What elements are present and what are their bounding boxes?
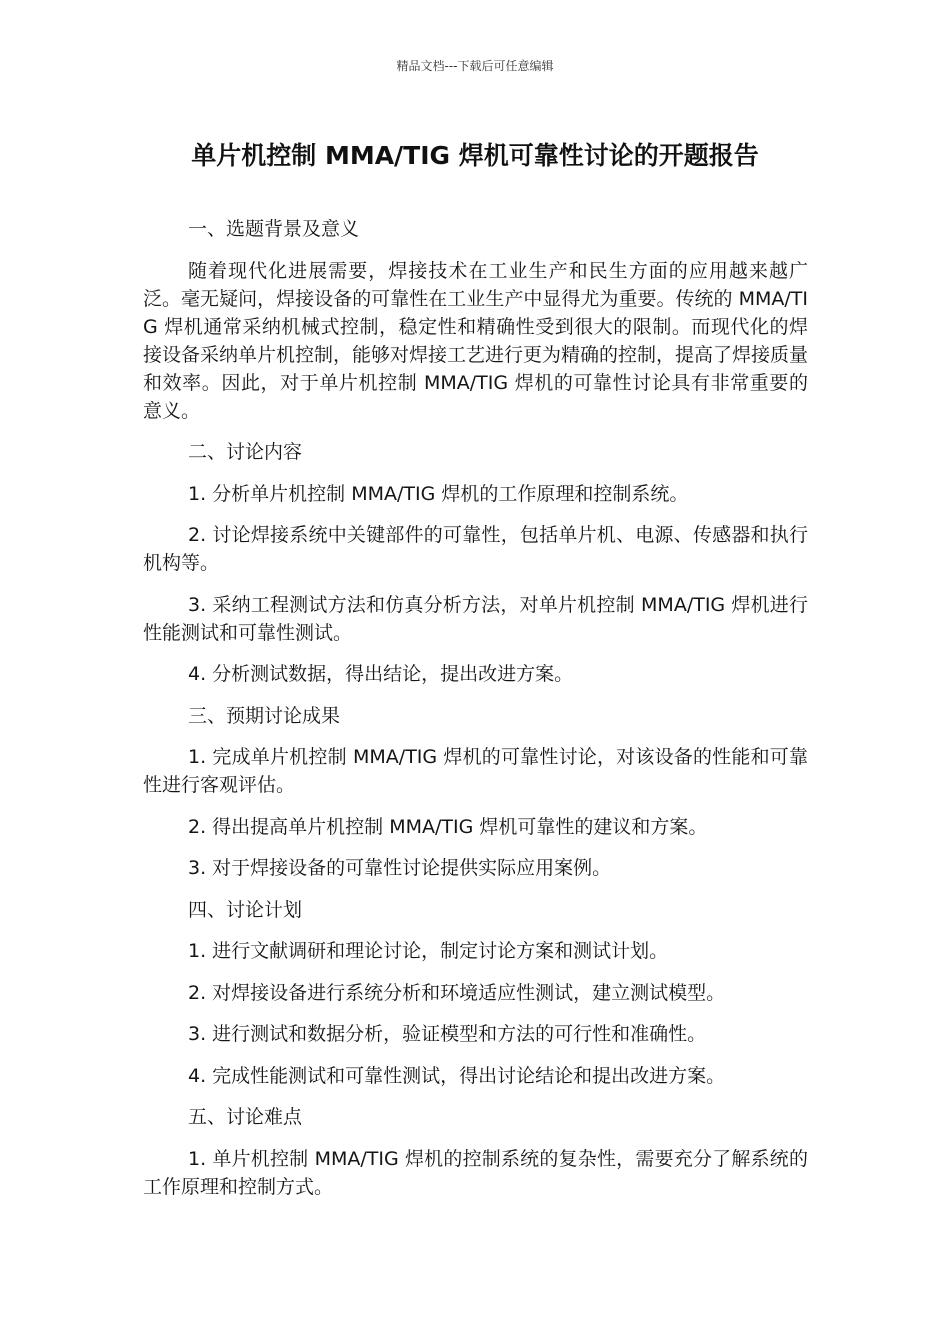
list-item: 4. 完成性能测试和可靠性测试，得出讨论结论和提出改进方案。 — [188, 1064, 726, 1087]
list-item: 3. 采纳工程测试方法和仿真分析方法，对单片机控制 MMA/TIG 焊机进行性能测试和可靠性测试。 — [143, 593, 808, 644]
section-heading-expected-results: 三、预期讨论成果 — [188, 704, 341, 727]
list-item: 2. 对焊接设备进行系统分析和环境适应性测试，建立测试模型。 — [188, 981, 726, 1004]
list-item: 1. 分析单片机控制 MMA/TIG 焊机的工作原理和控制系统。 — [188, 482, 689, 505]
section-heading-content: 二、讨论内容 — [188, 441, 303, 463]
page-header-note: 精品文档---下载后可任意编辑 — [396, 59, 554, 73]
list-item: 2. 讨论焊接系统中关键部件的可靠性，包括单片机、电源、传感器和执行机构等。 — [143, 524, 808, 574]
list-item: 1. 单片机控制 MMA/TIG 焊机的控制系统的复杂性，需要充分了解系统的工作原理和控制方式。 — [143, 1147, 808, 1198]
list-item: 3. 进行测试和数据分析，验证模型和方法的可行性和准确性。 — [188, 1023, 707, 1045]
list-item: 3. 对于焊接设备的可靠性讨论提供实际应用案例。 — [188, 857, 612, 879]
document-title: 单片机控制 MMA/TIG 焊机可靠性讨论的开题报告 — [191, 141, 759, 170]
paragraph-background: 随着现代化进展需要，焊接技术在工业生产和民生方面的应用越来越广泛。毫无疑问，焊接设备的可靠性在工业生产中显得尤为重要。传统的 MMA/TIG 焊机通常采纳机械式控制，稳定性和精确性受到很大的限制。而现代化的焊接设备采纳单片机控制，能够对焊接工艺进行更为精确的控制，提高了焊接质量和效率。因此，对于单片机控制 MMA/TIG 焊机的可靠性讨论具有非常重要的意义。 — [143, 259, 809, 422]
list-item: 1. 完成单片机控制 MMA/TIG 焊机的可靠性讨论，对该设备的性能和可靠性进行客观评估。 — [143, 746, 808, 796]
section-heading-difficulties: 五、讨论难点 — [188, 1106, 303, 1128]
document-body — [143, 215, 808, 1214]
list-item: 2. 得出提高单片机控制 MMA/TIG 焊机可靠性的建议和方案。 — [188, 815, 708, 838]
list-item: 1. 进行文献调研和理论讨论，制定讨论方案和测试计划。 — [188, 940, 669, 962]
list-item: 4. 分析测试数据，得出结论，提出改进方案。 — [188, 663, 574, 685]
section-heading-plan: 四、讨论计划 — [188, 898, 303, 921]
section-heading-background: 一、选题背景及意义 — [188, 218, 360, 240]
